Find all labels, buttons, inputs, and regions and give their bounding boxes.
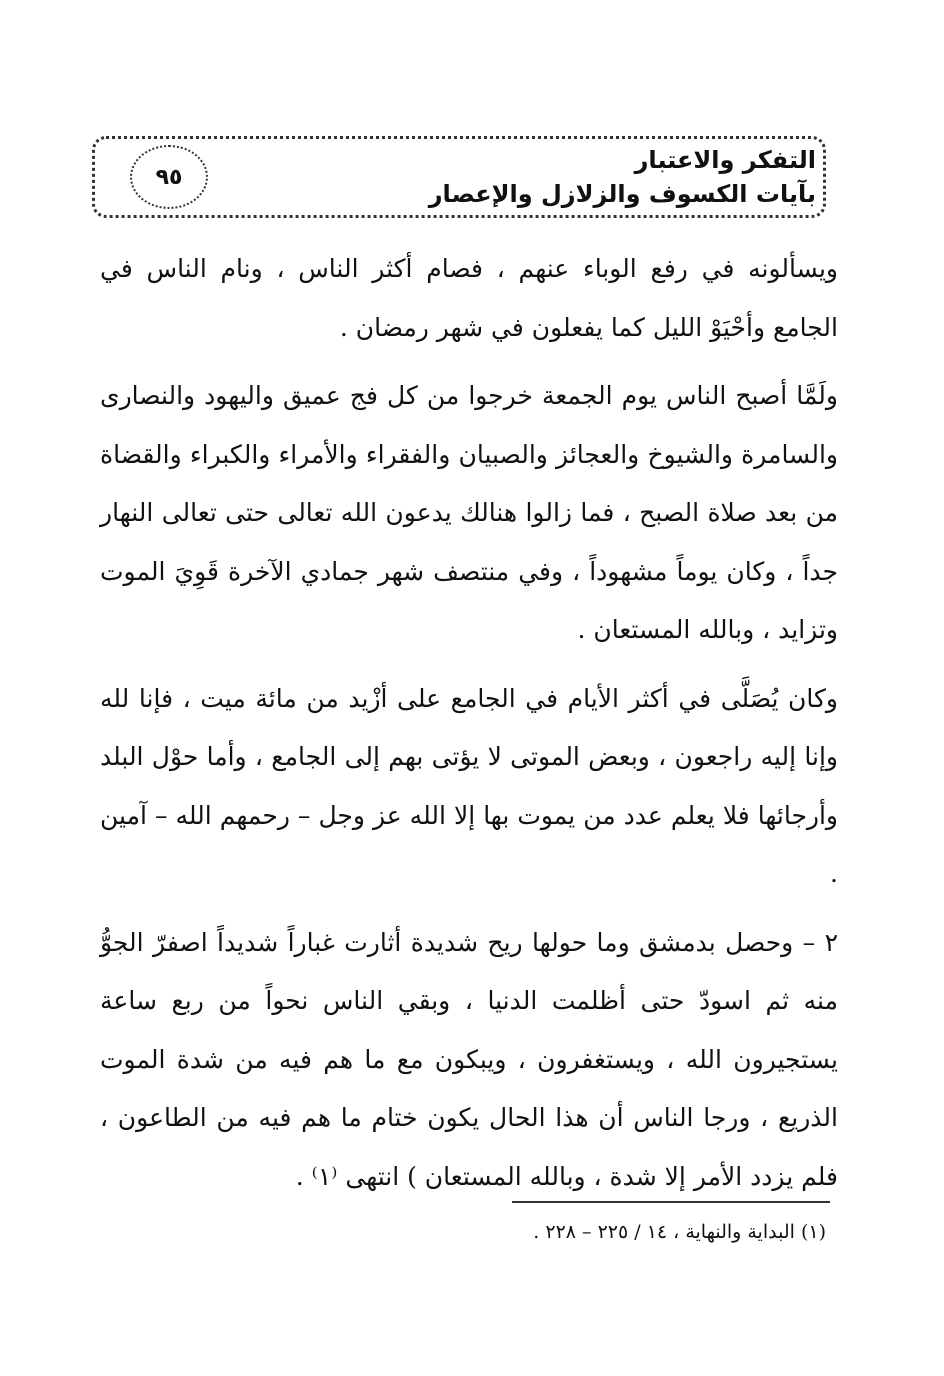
paragraph: وكان يُصَلَّى في أكثر الأيام في الجامع على أزْيد من مائة ميت ، فإنا لله وإنا إليه راجعون ، وبعض الموتى لا يؤتى بهم إلى الجامع ، وأما حوْل البلد وأرجائها فلا يعلم عدد من يموت بها إلا الله عز وجل – رحمهم الله – آمين . [100,683,838,888]
running-header-subtitle: بآيات الكسوف والزلازل والإعصار [428,180,816,208]
paragraph: ولَمَّا أصبح الناس يوم الجمعة خرجوا من كل فج عميق واليهود والنصارى والسامرة والشيوخ والعجائز والصبيان والفقراء والأمراء والكبراء والقضاة من بعد صلاة الصبح ، فما زالوا هنالك يدعون الله تعالى حتى تعالى النهار جداً ، وكان يوماً مشهوداً ، وفي منتصف شهر جمادي الآخرة قَوِيَ الموت وتزايد ، وبالله المستعان . [100,381,838,644]
paragraph: ٢ – وحصل بدمشق وما حولها ريح شديدة أثارت غباراً شديداً اصفرّ الجوُّ منه ثم اسودّ حتى أظلمت الدنيا ، وبقي الناس نحواً من ربع ساعة يستجيرون الله ، ويستغفرون ، ويبكون مع ما هم فيه من شدة الموت الذريع ، ورجا الناس أن هذا الحال يكون ختام ما هم فيه من الطاعون ، فلم يزدد الأمر إلا شدة ، وبالله المستعان ) انتهى ⁽١⁾ . [100,927,838,1191]
running-header-title: التفكر والاعتبار [634,146,816,174]
main-text [100,240,838,1216]
page-number: ٩٥ [130,145,208,209]
footnote: (١) البداية والنهاية ، ١٤ / ٢٢٥ – ٢٢٨ . [533,1221,826,1243]
paragraph: ويسألونه في رفع الوباء عنهم ، فصام أكثر الناس ، ونام الناس في الجامع وأحْيَوْ الليل كما يفعلون في شهر رمضان . [100,254,838,342]
footnote-divider [512,1201,830,1203]
